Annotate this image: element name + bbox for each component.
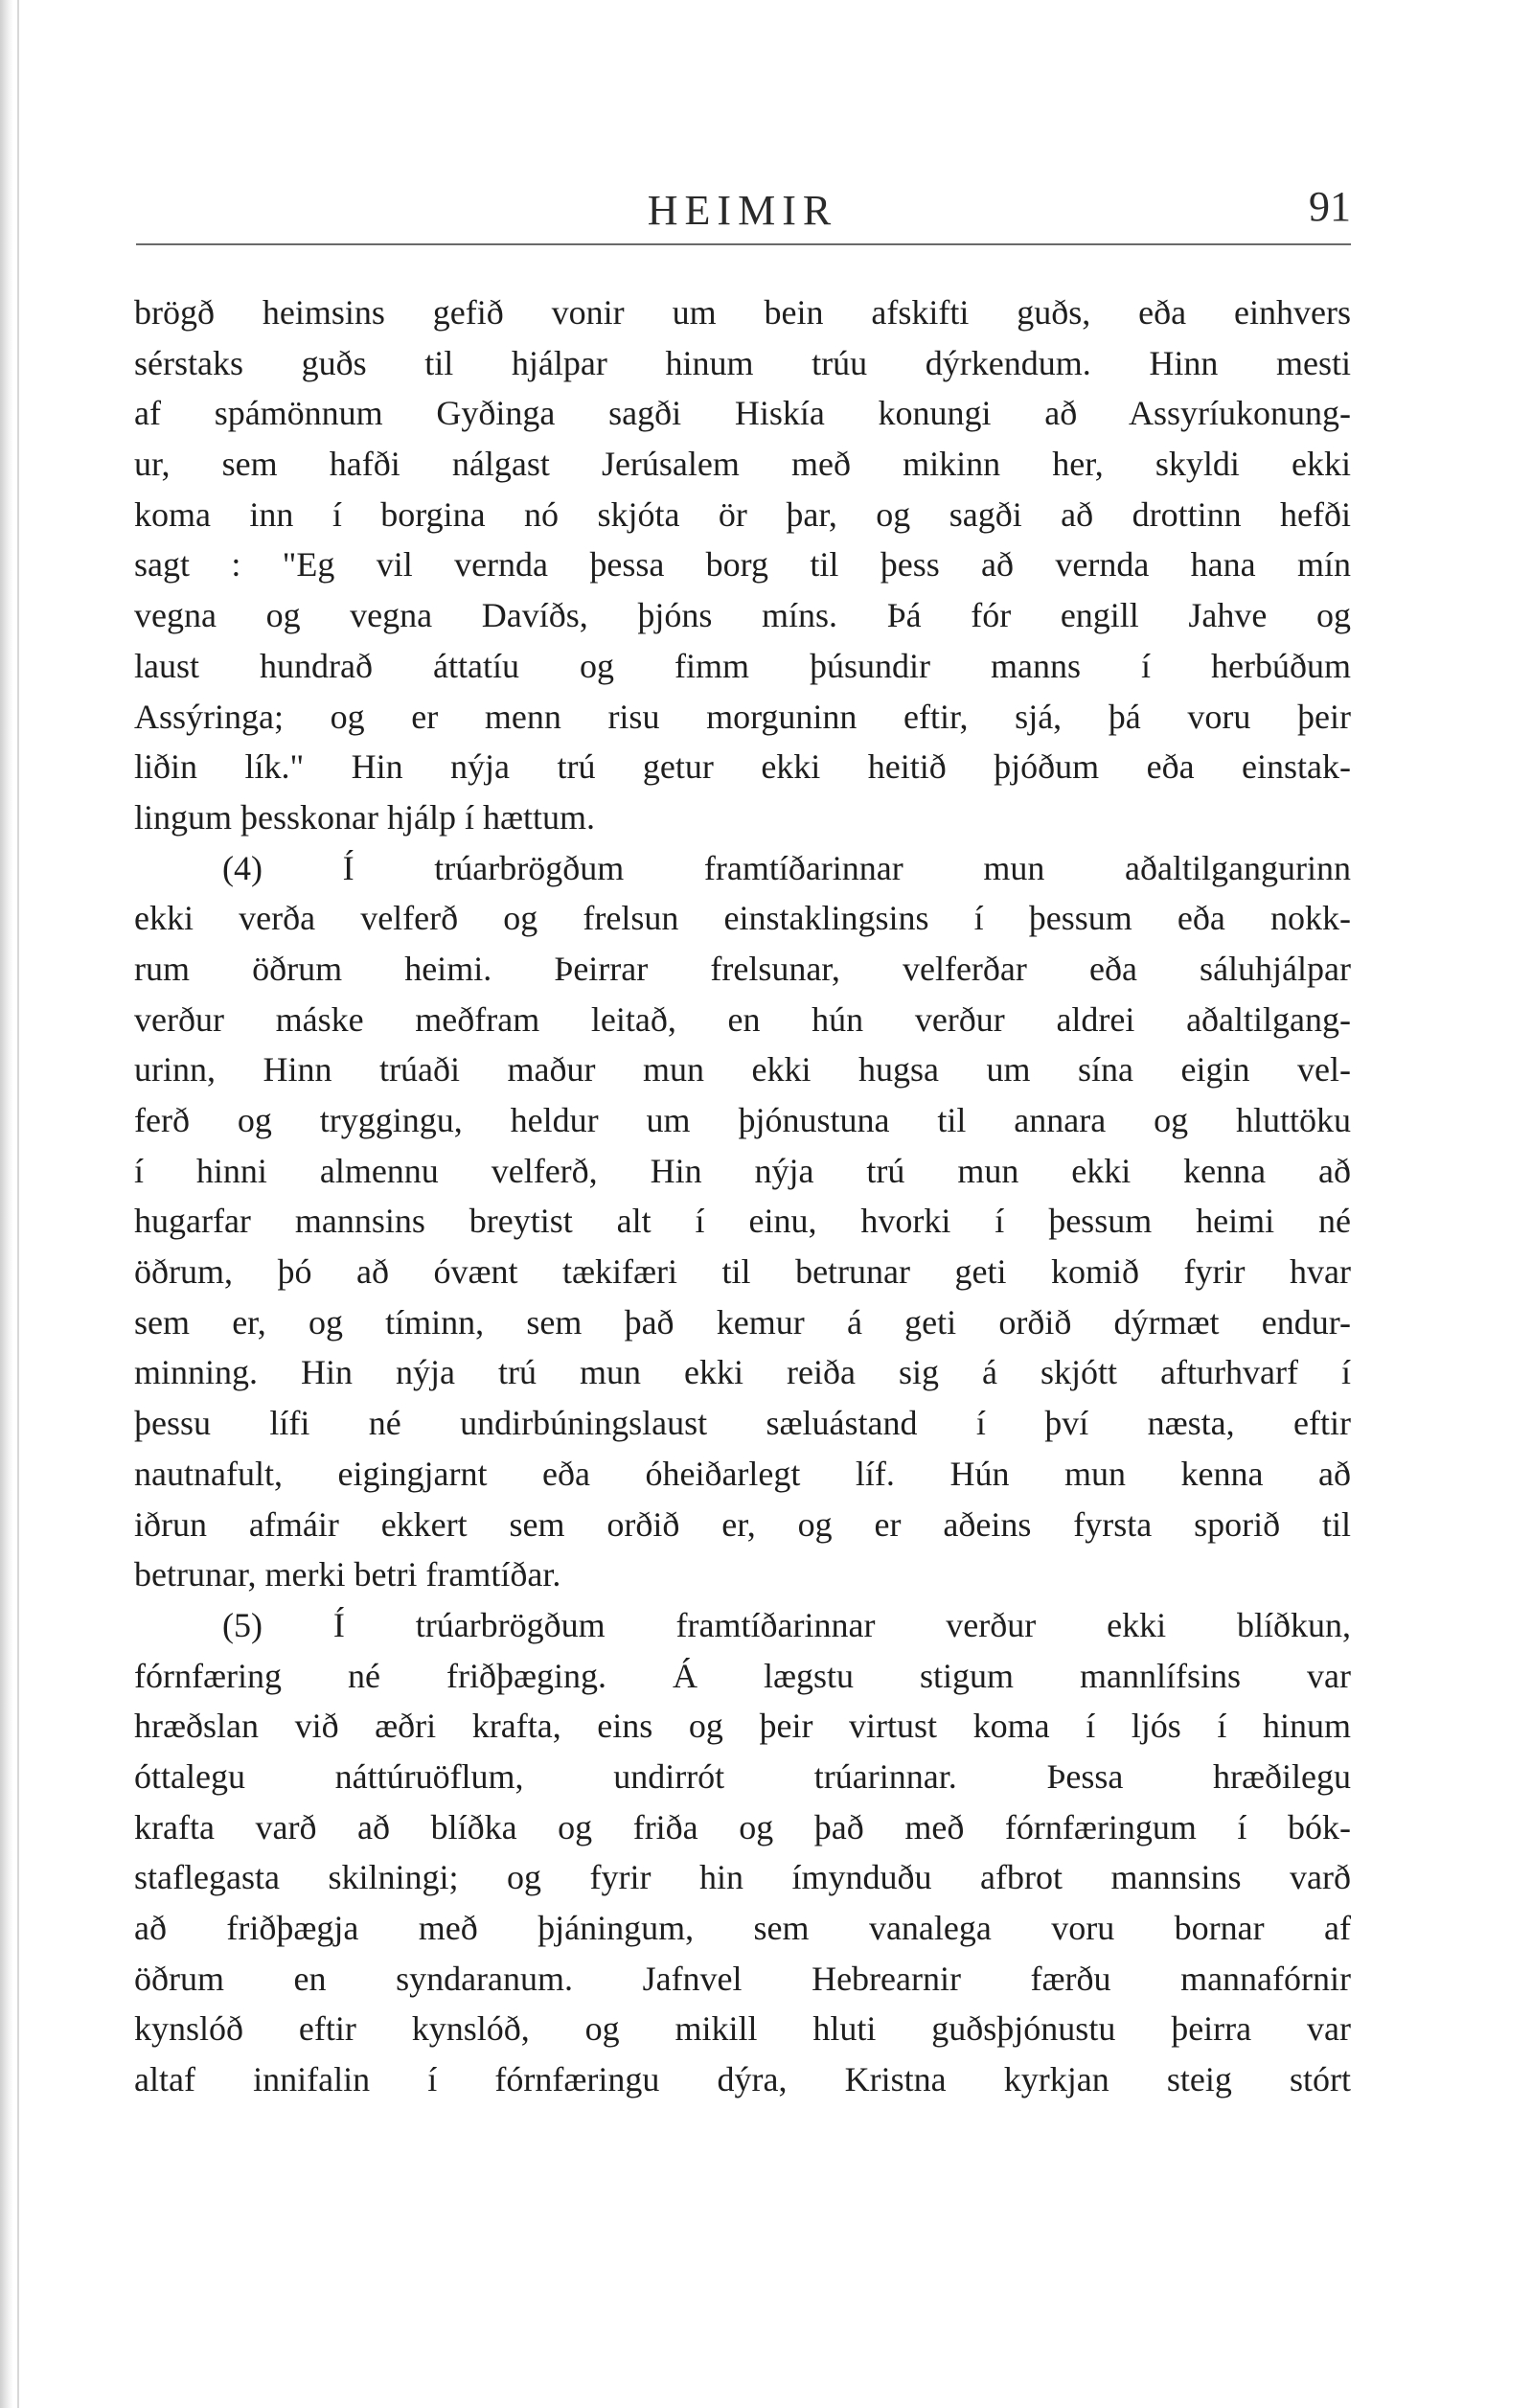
page-gutter-line bbox=[17, 0, 19, 2408]
body-line: iðrun afmáir ekkert sem orðið er, og er aðeins fyrsta sporið til bbox=[134, 1504, 1351, 1544]
body-line: krafta varð að blíðka og friða og það með fórnfæringum í bók- bbox=[134, 1807, 1351, 1846]
header-rule bbox=[136, 243, 1351, 245]
body-line: rum öðrum heimi. Þeirrar frelsunar, velferðar eða sáluhjálpar bbox=[134, 949, 1351, 988]
page-left-edge-shadow bbox=[0, 0, 13, 2408]
body-line: sérstaks guðs til hjálpar hinum trúu dýrkendum. Hinn mesti bbox=[134, 343, 1351, 382]
body-line: Assýringa; og er menn risu morguninn eftir, sjá, þá voru þeir bbox=[134, 697, 1351, 736]
body-line: altaf innifalin í fórnfæringu dýra, Kristna kyrkjan steig stórt bbox=[134, 2060, 1351, 2099]
body-line: af spámönnum Gyðinga sagði Hiskía konungi að Assyríukonung- bbox=[134, 394, 1351, 433]
running-head-title: HEIMIR bbox=[647, 187, 838, 234]
body-line: kynslóð eftir kynslóð, og mikill hluti guðsþjónustu þeirra var bbox=[134, 2009, 1351, 2049]
body-line: minning. Hin nýja trú mun ekki reiða sig á skjótt afturhvarf í bbox=[134, 1353, 1351, 1392]
running-head bbox=[134, 172, 1351, 240]
body-text bbox=[134, 287, 1351, 2105]
body-line: nautnafult, eigingjarnt eða óheiðarlegt líf. Hún mun kenna að bbox=[134, 1454, 1351, 1493]
body-line: staflegasta skilningi; og fyrir hin ímynduðu afbrot mannsins varð bbox=[134, 1858, 1351, 1897]
body-line: ferð og tryggingu, heldur um þjónustuna til annara og hluttöku bbox=[134, 1101, 1351, 1139]
body-line: í hinni almennu velferð, Hin nýja trú mun ekki kenna að bbox=[134, 1151, 1351, 1190]
paragraph-end-line: lingum þesskonar hjálp í hættum. bbox=[134, 797, 595, 837]
page-number: 91 bbox=[1309, 183, 1351, 230]
body-line: hræðslan við æðri krafta, eins og þeir virtust koma í ljós í hinum bbox=[134, 1707, 1351, 1746]
body-line: óttalegu náttúruöflum, undirrót trúarinnar. Þessa hræðilegu bbox=[134, 1756, 1351, 1796]
body-line: liðin lík." Hin nýja trú getur ekki heitið þjóðum eða einstak- bbox=[134, 747, 1351, 787]
body-line: verður máske meðfram leitað, en hún verður aldrei aðaltilgang- bbox=[134, 999, 1351, 1039]
paragraph-5-first-line: (5) Í trúarbrögðum framtíðarinnar verður ekki blíðkun, bbox=[222, 1605, 1351, 1644]
body-line: öðrum en syndaranum. Jafnvel Hebrearnir færðu mannafórnir bbox=[134, 1959, 1351, 1998]
body-line: öðrum, þó að óvænt tækifæri til betrunar geti komið fyrir hvar bbox=[134, 1252, 1351, 1292]
body-line: þessu lífi né undirbúningslaust sæluástand í því næsta, eftir bbox=[134, 1404, 1351, 1443]
paragraph-end-line: betrunar, merki betri framtíðar. bbox=[134, 1555, 561, 1594]
body-line: fórnfæring né friðþæging. Á lægstu stigum mannlífsins var bbox=[134, 1656, 1351, 1695]
body-line: urinn, Hinn trúaði maður mun ekki hugsa um sína eigin vel- bbox=[134, 1050, 1351, 1089]
paragraph-4-first-line: (4) Í trúarbrögðum framtíðarinnar mun aðaltilgangurinn bbox=[222, 848, 1351, 887]
body-line: laust hundrað áttatíu og fimm þúsundir manns í herbúðum bbox=[134, 646, 1351, 685]
body-line: sem er, og tíminn, sem það kemur á geti orðið dýrmæt endur- bbox=[134, 1302, 1351, 1342]
body-line: ekki verða velferð og frelsun einstaklingsins í þessum eða nokk- bbox=[134, 899, 1351, 938]
body-line: vegna og vegna Davíðs, þjóns míns. Þá fór engill Jahve og bbox=[134, 596, 1351, 635]
body-line: sagt : "Eg vil vernda þessa borg til þess að vernda hana mín bbox=[134, 545, 1351, 585]
body-line: hugarfar mannsins breytist alt í einu, hvorki í þessum heimi né bbox=[134, 1202, 1351, 1241]
body-line: koma inn í borgina nó skjóta ör þar, og sagði að drottinn hefði bbox=[134, 494, 1351, 534]
body-line: ur, sem hafði nálgast Jerúsalem með mikinn her, skyldi ekki bbox=[134, 445, 1351, 484]
body-line: að friðþægja með þjáningum, sem vanalega voru bornar af bbox=[134, 1909, 1351, 1947]
body-line: brögð heimsins gefið vonir um bein afskifti guðs, eða einhvers bbox=[134, 293, 1351, 332]
